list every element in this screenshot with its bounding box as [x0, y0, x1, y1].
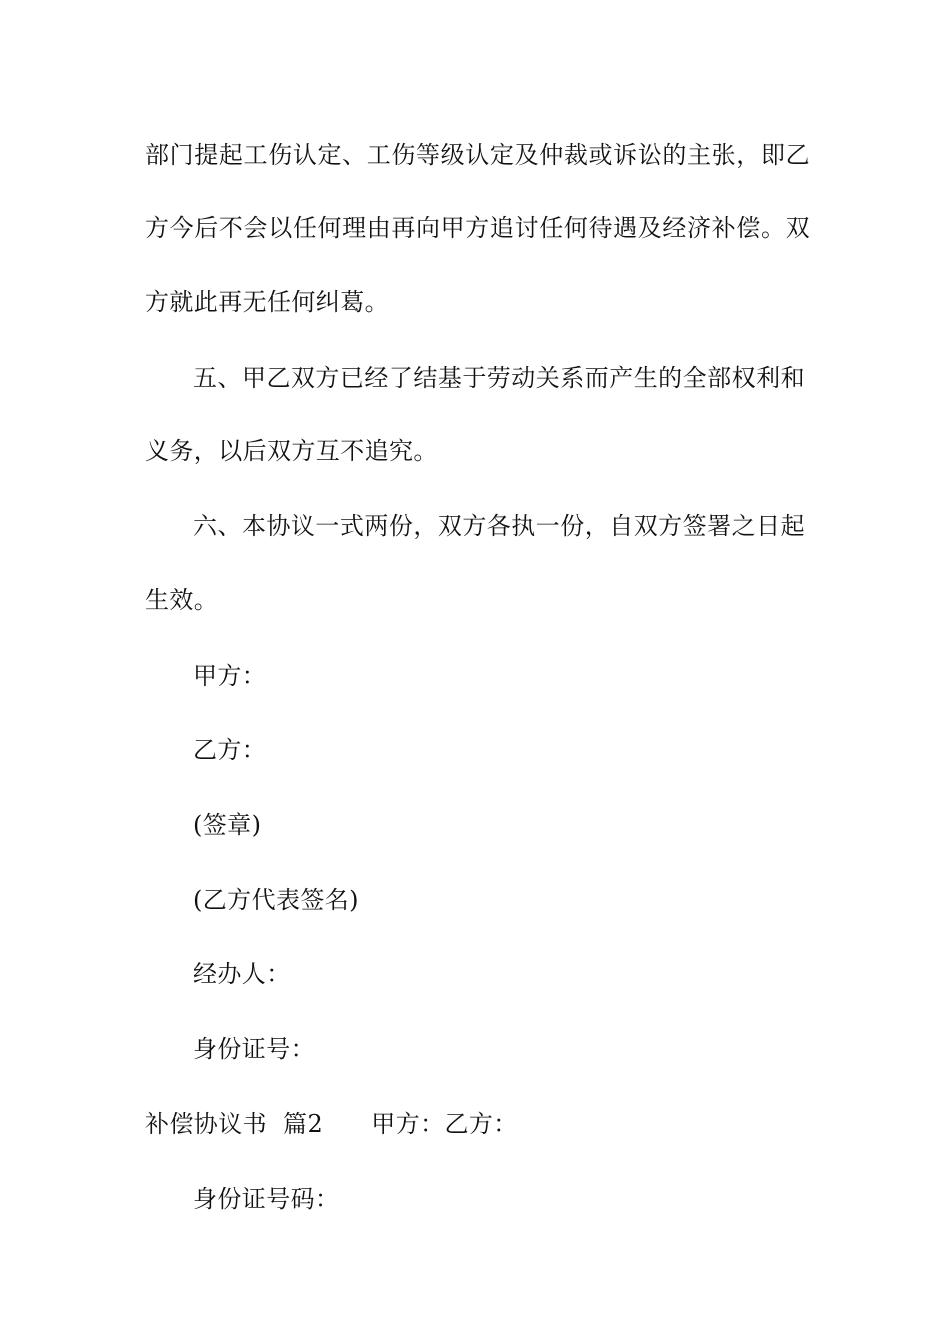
- clause-five-line: 义务，以后双方互不追究。: [145, 437, 438, 465]
- party-b-label: 乙方：: [193, 736, 267, 764]
- seal-label: (签章): [193, 811, 262, 839]
- clause-five-line: 五、甲乙双方已经了结基于劳动关系而产生的全部权利和: [193, 364, 805, 392]
- paragraph-line: 部门提起工伤认定、工伤等级认定及仲裁或诉讼的主张，即乙: [145, 141, 810, 169]
- party-a-label: 甲方：: [193, 662, 267, 690]
- id-number-full-label: 身份证号码：: [193, 1185, 340, 1213]
- clause-six-line: 生效。: [145, 586, 219, 614]
- clause-six-line: 六、本协议一式两份，双方各执一份，自双方签署之日起: [193, 512, 805, 540]
- next-document-heading: 补偿协议书 篇2 甲方：乙方：: [145, 1110, 518, 1138]
- paragraph-line: 方就此再无任何纠葛。: [145, 288, 389, 316]
- paragraph-line: 方今后不会以任何理由再向甲方追讨任何待遇及经济补偿。双: [145, 214, 810, 242]
- party-b-representative-label: (乙方代表签名): [193, 886, 359, 914]
- handler-label: 经办人：: [193, 960, 291, 988]
- id-number-label: 身份证号：: [193, 1035, 315, 1063]
